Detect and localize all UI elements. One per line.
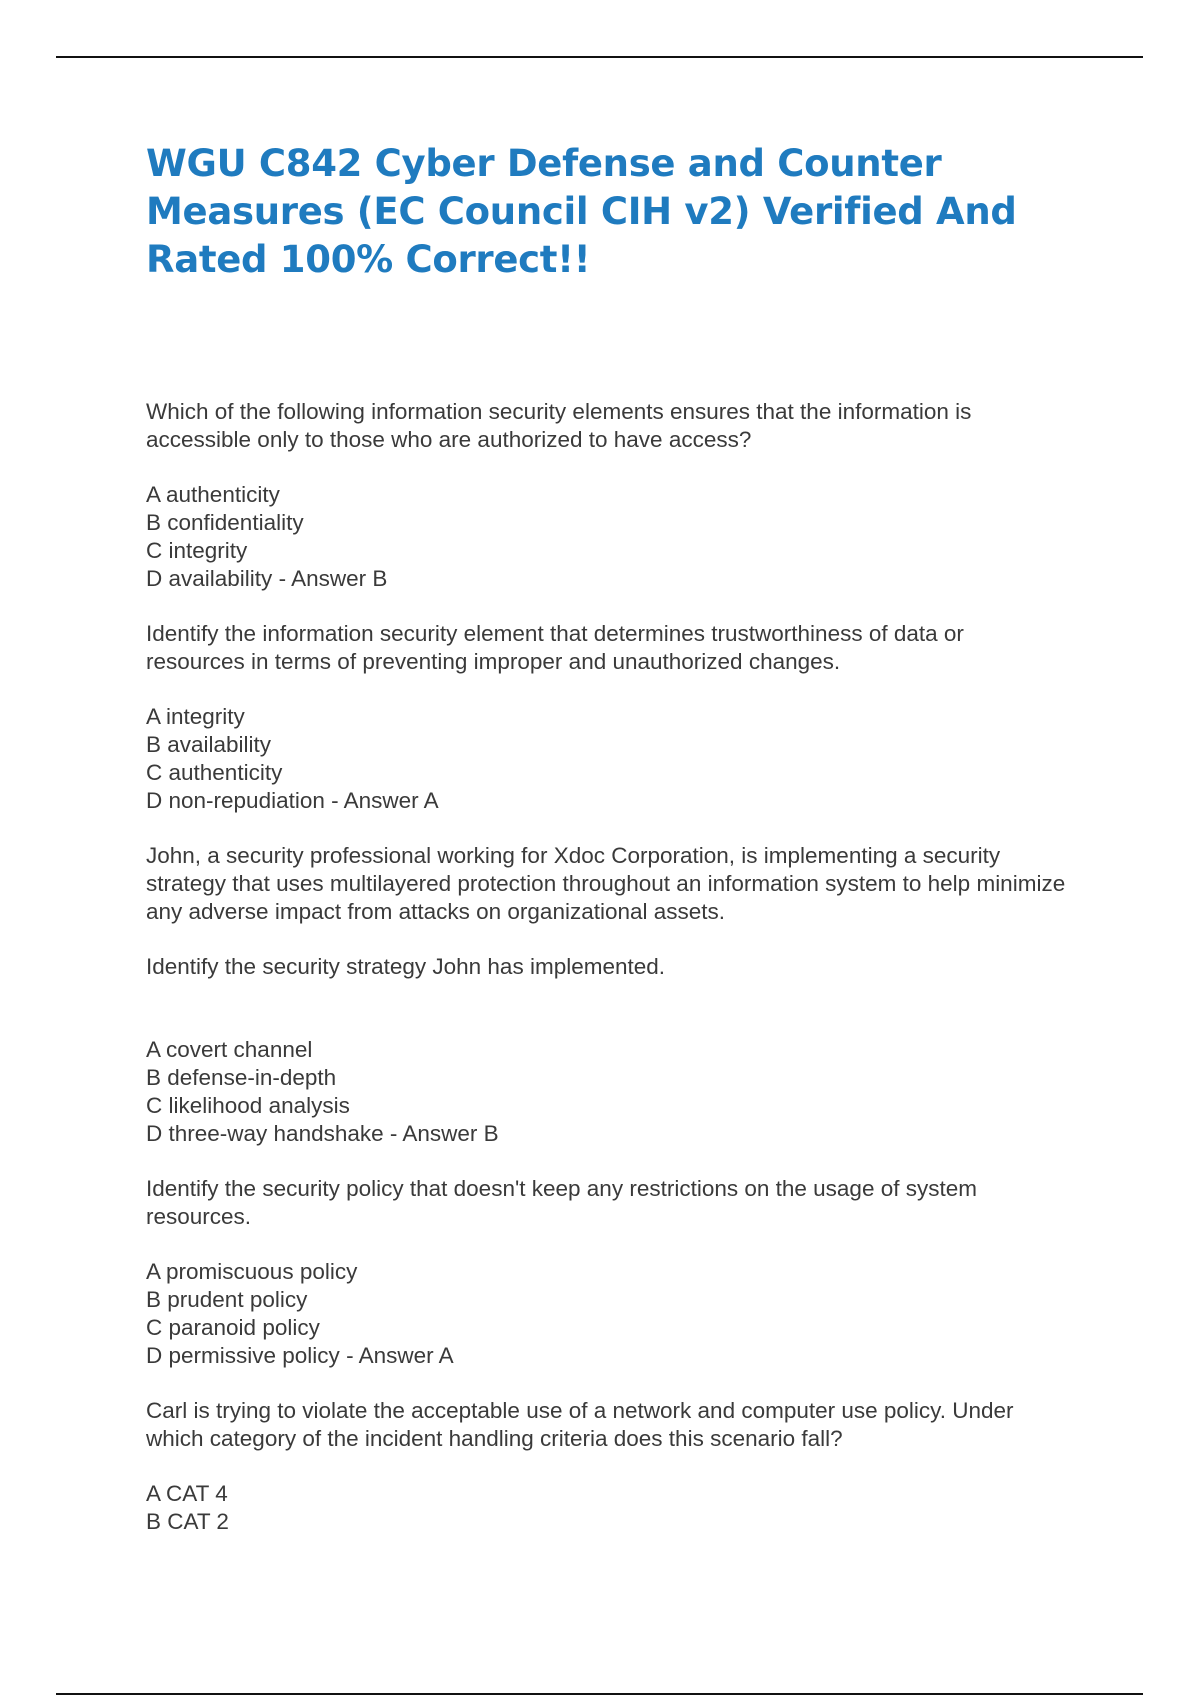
- option-b: B availability: [146, 732, 272, 757]
- option-c: C likelihood analysis: [146, 1093, 350, 1118]
- option-list: [146, 1258, 1066, 1370]
- document-title: WGU C842 Cyber Defense and Counter Measures (EC Council CIH v2) Verified And Rated 100% Correct!!: [146, 142, 1017, 281]
- option-a: A promiscuous policy: [146, 1259, 358, 1284]
- page-top-rule: [56, 56, 1143, 58]
- option-c: C authenticity: [146, 760, 283, 785]
- answer-key: - Answer A: [339, 1343, 454, 1368]
- question-2: [146, 620, 1066, 815]
- option-a: A integrity: [146, 704, 245, 729]
- question-prompt: John, a security professional working for Xdoc Corporation, is implementing a security strategy that uses multilayered protection throughout an information system to help minimize any adverse impact from attacks on organizational assets.: [146, 843, 1066, 924]
- answer-key: - Answer B: [383, 1121, 499, 1146]
- option-a: A covert channel: [146, 1037, 313, 1062]
- question-list: [146, 398, 1066, 1536]
- option-a: A CAT 4: [146, 1481, 228, 1506]
- page-bottom-rule: [56, 1693, 1143, 1695]
- option-a: A authenticity: [146, 482, 280, 507]
- option-list: [146, 1480, 1066, 1536]
- option-d-text: D non-repudiation: [146, 788, 325, 813]
- question-4: [146, 1175, 1066, 1370]
- answer-key: - Answer B: [272, 566, 388, 591]
- option-d-text: D availability: [146, 566, 273, 591]
- option-d: [146, 1342, 1066, 1370]
- question-prompt: Identify the information security element that determines trustworthiness of data or resources in terms of preventing improper and unauthorized changes.: [146, 621, 964, 674]
- option-d-text: D three-way handshake: [146, 1121, 384, 1146]
- answer-key: - Answer A: [324, 788, 439, 813]
- question-5: [146, 1397, 1066, 1536]
- option-d: [146, 787, 1066, 815]
- option-c: C integrity: [146, 538, 248, 563]
- option-b: B confidentiality: [146, 510, 304, 535]
- option-d: [146, 565, 1066, 593]
- question-prompt: Carl is trying to violate the acceptable use of a network and computer use policy. Under which category of the incident handling criteria does this scenario fall?: [146, 1398, 1014, 1451]
- option-list: [146, 1036, 1066, 1148]
- option-d: [146, 1120, 1066, 1148]
- option-b: B CAT 2: [146, 1509, 229, 1534]
- question-prompt: Identify the security policy that doesn't keep any restrictions on the usage of system resources.: [146, 1176, 977, 1229]
- question-prompt-secondary: Identify the security strategy John has implemented.: [146, 954, 666, 979]
- option-c: C paranoid policy: [146, 1315, 320, 1340]
- question-prompt: Which of the following information security elements ensures that the information is accessible only to those who are authorized to have access?: [146, 399, 972, 452]
- option-list: [146, 481, 1066, 593]
- document-content: [146, 140, 1066, 1563]
- option-list: [146, 703, 1066, 815]
- question-1: [146, 398, 1066, 593]
- option-b: B defense-in-depth: [146, 1065, 337, 1090]
- option-d-text: D permissive policy: [146, 1343, 340, 1368]
- option-b: B prudent policy: [146, 1287, 308, 1312]
- question-3: [146, 842, 1066, 1148]
